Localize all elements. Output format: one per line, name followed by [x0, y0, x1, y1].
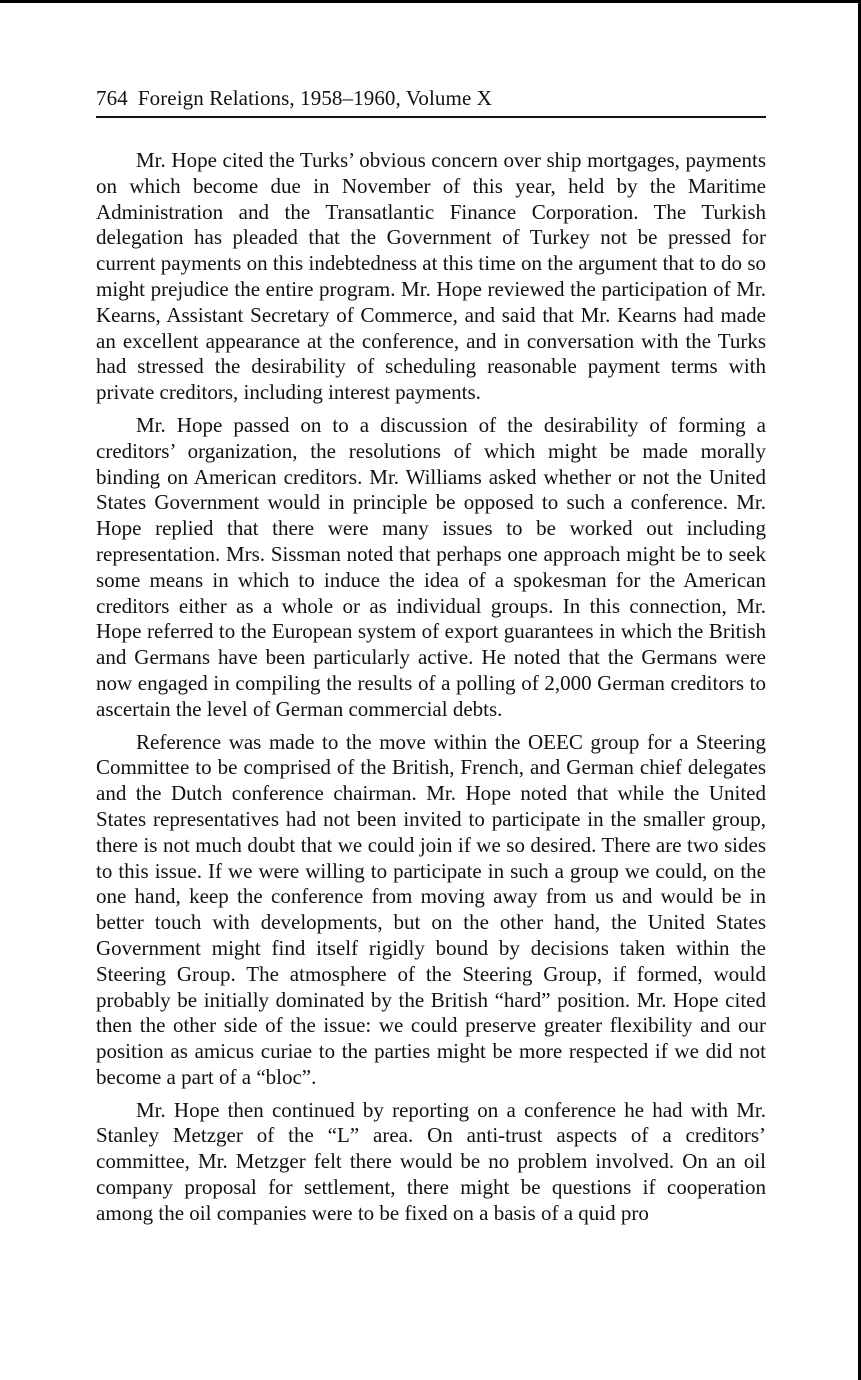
running-title: Foreign Relations, 1958–1960, Volume X: [137, 86, 492, 110]
header-rule: [96, 116, 766, 118]
page-border-top: [0, 0, 861, 3]
paragraph-4: Mr. Hope then continued by reporting on a conference he had with Mr. Stanley Metzger of the “L” area. On anti-trust aspects of a creditors’ committee, Mr. Metzger felt there would be no problem involved. On an oil company proposal for settlement, there might be questions if cooperation among the oil companies were to be fixed on a basis of a quid pro: [96, 1097, 766, 1225]
page-number: 764: [96, 86, 128, 110]
body-text: [96, 148, 766, 1234]
paragraph-3: Reference was made to the move within the OEEC group for a Steering Committee to be comprised of the British, French, and German chief delegates and the Dutch conference chairman. Mr. Hope noted that while the United States representatives had not been invited to participate in the smaller group, there is not much doubt that we could join if we so desired. There are two sides to this issue. If we were willing to participate in such a group we could, on the one hand, keep the conference from moving away from us and would be in better touch with developments, but on the other hand, the United States Government might find itself rigidly bound by decisions taken within the Steering Group. The atmosphere of the Steering Group, if formed, would probably be initially dominated by the British “hard” position. Mr. Hope cited then the other side of the issue: we could preserve greater flexibility and our position as amicus curiae to the parties might be more respected if we did not become a part of a “bloc”.: [96, 729, 766, 1089]
paragraph-2: Mr. Hope passed on to a discussion of the desirability of forming a creditors’ organization, the resolutions of which might be made morally binding on American creditors. Mr. Williams asked whether or not the United States Government would in principle be opposed to such a conference. Mr. Hope replied that there were many issues to be worked out including representation. Mrs. Sissman noted that perhaps one approach might be to seek some means in which to induce the idea of a spokesman for the American creditors either as a whole or as individual groups. In this connection, Mr. Hope referred to the European system of export guarantees in which the British and Germans have been particularly active. He noted that the Germans were now engaged in compiling the results of a polling of 2,000 German creditors to ascertain the level of German commercial debts.: [96, 412, 766, 721]
paragraph-1: Mr. Hope cited the Turks’ obvious concern over ship mortgages, payments on which become due in November of this year, held by the Maritime Administration and the Transatlantic Finance Corporation. The Turkish delegation has pleaded that the Government of Turkey not be pressed for current payments on this indebtedness at this time on the argument that to do so might prejudice the entire program. Mr. Hope reviewed the participation of Mr. Kearns, Assistant Secretary of Commerce, and said that Mr. Kearns had made an excellent appearance at the conference, and in conversation with the Turks had stressed the desirability of scheduling reasonable payment terms with private creditors, including interest payments.: [96, 148, 766, 405]
running-head: [96, 86, 766, 111]
